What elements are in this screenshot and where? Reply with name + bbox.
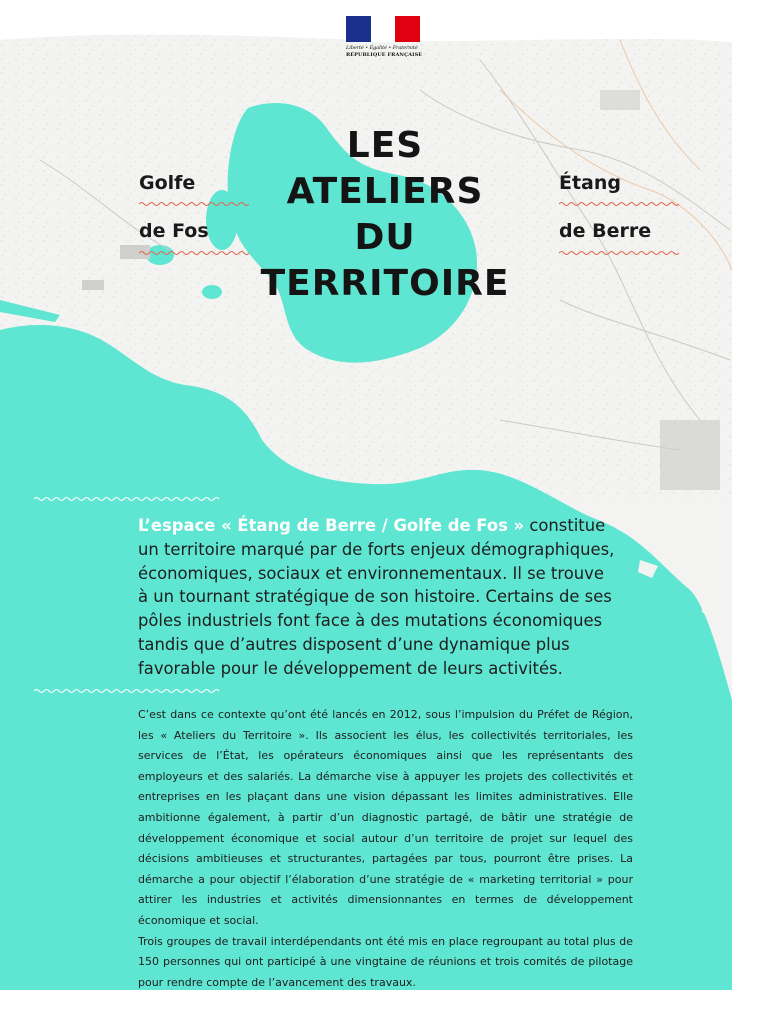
intro-highlight: L’espace « Étang de Berre / Golfe de Fos »	[138, 516, 525, 535]
body-paragraph-1: C’est dans ce contexte qu’ont été lancés en 2012, sous l’impulsion du Préfet de Région, les « Ateliers du Territoire ». Ils associent les élus, les collectivités territoriales, les services de l’État, les opérateurs économiques ainsi que les représentants des employeurs et des salariés. La démarche vise à appuyer les projets des collectivités et entreprises en les plaçant dans une vision dépassant les limites administratives. Elle ambitionne également, à partir d’un diagnostic partagé, de bâtir une stratégie de développement économique et social autour d’un territoire de projet sur lequel des décisions ambitieuses et structurantes, partagées par tous, pourront être prises. La démarche a pour objectif l’élaboration d’une stratégie de « marketing territorial » pour attirer les industries et activités dimensionnantes en termes de développement économique et social.	[138, 708, 633, 927]
republique-francaise-logo	[346, 16, 422, 58]
wave-divider	[139, 250, 249, 256]
body-text	[138, 705, 633, 993]
wave-divider	[559, 250, 681, 256]
left-label-line-1: Golfe	[139, 172, 196, 194]
wave-divider	[34, 688, 220, 694]
logo-republic: RÉPUBLIQUE FRANÇAISE	[346, 52, 423, 58]
intro-text: constitue un territoire marqué par de forts enjeux démographiques, économiques, sociaux et environnementaux. Il se trouve à un tournant stratégique de son histoire. Certains de ses pôles industriels font face à des mutations économiques tandis que d’autres disposent d’une dynamique plus favorable pour le développement de leurs activités.	[138, 516, 615, 678]
intro-paragraph	[138, 514, 618, 681]
title-line-4: TERRITOIRE	[260, 263, 510, 304]
wave-divider	[559, 201, 681, 207]
title-line-3: DU	[354, 217, 416, 258]
wave-divider	[34, 496, 220, 502]
wave-divider	[139, 201, 249, 207]
body-paragraph-2: Trois groupes de travail interdépendants ont été mis en place regroupant au total plus de 150 personnes qui ont participé à une vingtaine de réunions et trois comités de pilotage pour rendre compte de l’avancement des travaux.	[138, 934, 633, 989]
french-flag-icon	[346, 16, 420, 42]
title-line-1: LES	[346, 125, 424, 166]
left-label-line-2: de Fos	[139, 220, 209, 242]
logo-motto: Liberté • Égalité • Fraternité	[346, 45, 418, 51]
title-line-2: ATELIERS	[286, 171, 484, 212]
lagoon	[202, 285, 222, 299]
right-label-line-2: de Berre	[559, 220, 652, 242]
right-label-line-1: Étang	[559, 172, 622, 194]
